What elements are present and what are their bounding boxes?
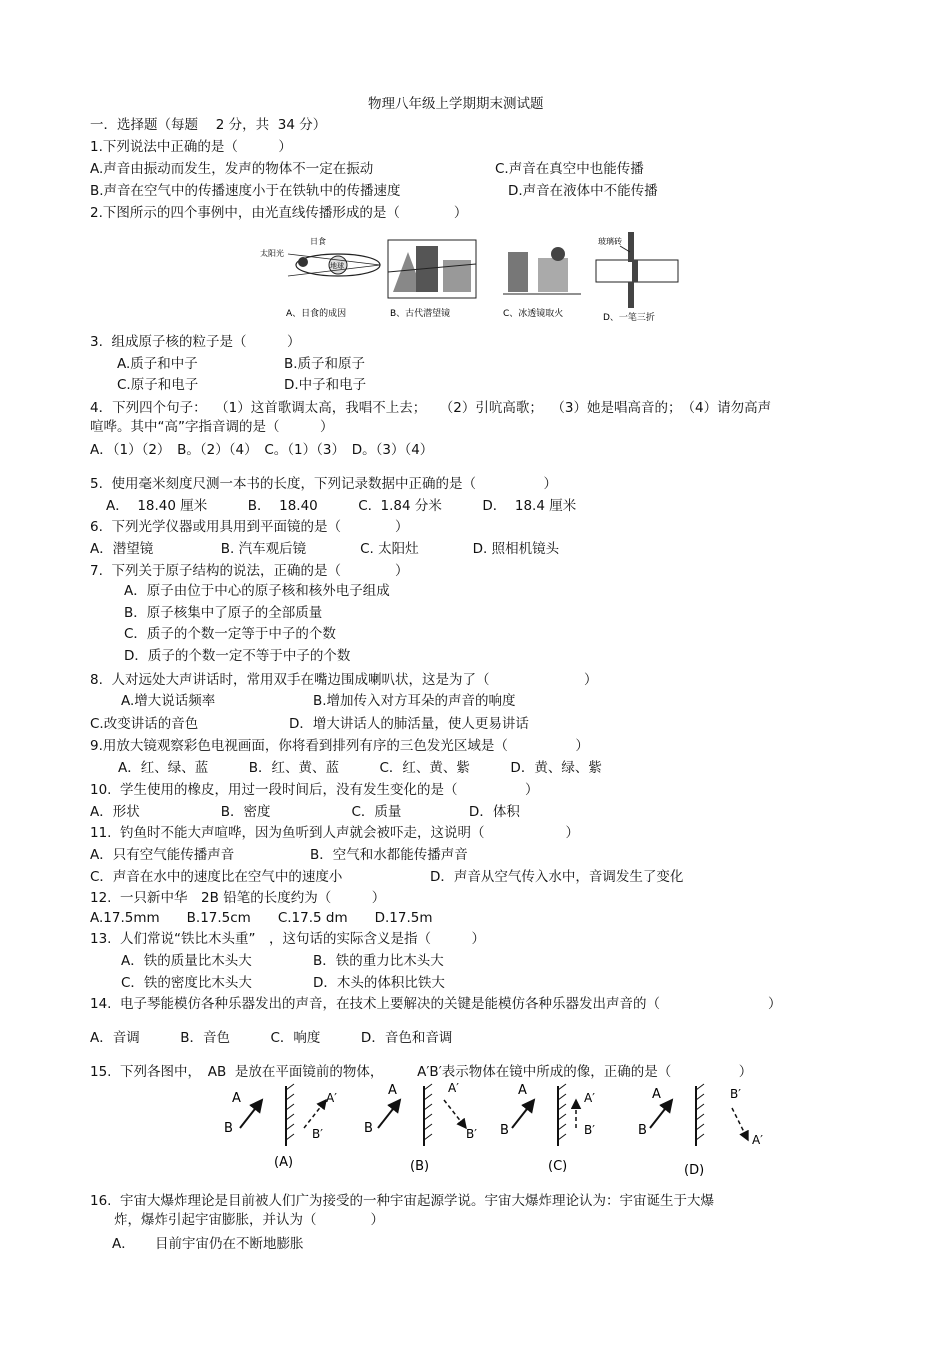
label-b: (B): [410, 1159, 430, 1174]
svg-text:B′: B′: [730, 1087, 741, 1101]
q10-stem: 10. 学生使用的橡皮，用过一段时间后，没有发生变化的是（ ）: [90, 782, 539, 798]
q1-option-a: A.声音由振动而发生，发声的物体不一定在振动: [90, 161, 374, 177]
q1-option-d: D.声音在液体中不能传播: [508, 183, 658, 199]
q13-option-c: C．铁的密度比木头大: [121, 975, 252, 991]
q6-options: A．潜望镜 B. 汽车观后镜 C. 太阳灶 D. 照相机镜头: [90, 541, 560, 557]
q8-option-d: D．增大讲话人的肺活量，使人更易讲话: [289, 716, 529, 732]
q7-stem: 7. 下列关于原子结构的说法，正确的是（ ）: [90, 563, 409, 579]
q12-options: A.17.5mm B.17.5cm C.17.5 dm D.17.5m: [90, 910, 433, 926]
q3-option-a: A.质子和中子: [117, 356, 198, 372]
q8-option-a: A.增大说话频率: [121, 693, 216, 709]
q13-stem: 13. 人们常说“铁比木头重” ，这句话的实际含义是指（ ）: [90, 931, 486, 947]
q7-option-b: B．原子核集中了原子的全部质量: [124, 605, 323, 621]
svg-text:A′: A′: [584, 1091, 595, 1105]
q11-option-d: D．声音从空气传入水中，音调发生了变化: [430, 869, 684, 885]
eclipse-diagram: [260, 236, 380, 276]
mirror-diagram-b: [364, 1081, 477, 1174]
svg-text:B′: B′: [312, 1127, 323, 1141]
q3-stem: 3. 组成原子核的粒子是（ ）: [90, 334, 301, 350]
q11-option-b: B．空气和水都能传播声音: [310, 847, 468, 863]
q9-options: A．红、绿、蓝 B．红、黄、蓝 C．红、黄、紫 D．黄、绿、紫: [118, 760, 602, 776]
pencil-glass-diagram: [596, 232, 678, 308]
q5-stem: 5. 使用毫米刻度尺测一本书的长度，下列记录数据中正确的是（ ）: [90, 476, 557, 492]
svg-text:B: B: [364, 1121, 373, 1136]
section-heading: 一．选择题（每题 2 分，共 34 分）: [90, 117, 327, 133]
svg-text:日食: 日食: [310, 237, 326, 246]
q14-options: A．音调 B．音色 C．响度 D．音色和音调: [90, 1030, 453, 1046]
svg-text:A: A: [388, 1083, 397, 1098]
q12-stem: 12. 一只新中华 2B 铅笔的长度约为（ ）: [90, 890, 386, 906]
q8-option-c: C.改变讲话的音色: [90, 716, 199, 732]
q3-option-d: D.中子和电子: [284, 377, 367, 393]
q1-option-c: C.声音在真空中也能传播: [495, 161, 644, 177]
svg-text:A′: A′: [326, 1091, 337, 1105]
q13-option-d: D．木头的体积比铁大: [313, 975, 445, 991]
caption-d: D、一笔三折: [603, 313, 655, 323]
q16-line1: 16. 宇宙大爆炸理论是目前被人们广为接受的一种宇宙起源学说。宇宙大爆炸理论认为：宇宙诞生于大爆: [90, 1193, 715, 1209]
svg-text:B: B: [638, 1123, 647, 1138]
q4-line2: 喧哗。其中“高”字指音调的是（ ）: [90, 419, 334, 435]
svg-text:地球: 地球: [330, 262, 344, 270]
q1-stem: 1.下列说法中正确的是（ ）: [90, 139, 292, 155]
q11-stem: 11. 钓鱼时不能大声喧哗，因为鱼听到人声就会被吓走，这说明（ ）: [90, 825, 580, 841]
q13-option-b: B．铁的重力比木头大: [313, 953, 444, 969]
mirror-diagram-c: [500, 1083, 595, 1174]
q8-stem: 8. 人对远处大声讲话时，常用双手在嘴边围成喇叭状，这是为了（ ）: [90, 672, 598, 688]
q2-figure: [258, 232, 688, 328]
page-title: 物理八年级上学期期末测试题: [368, 96, 544, 112]
svg-text:A: A: [518, 1083, 527, 1098]
q4-options: A．（1）（2） B。（2）（4） C。（1）（3） D。（3）（4）: [90, 442, 434, 458]
label-a: (A): [274, 1155, 294, 1170]
caption-c: C、冰透镜取火: [503, 309, 564, 319]
mirror-diagram-a: [224, 1084, 337, 1170]
label-d: (D): [684, 1163, 705, 1178]
q15-mirror-figure: [218, 1078, 778, 1183]
svg-text:A: A: [652, 1087, 661, 1102]
ice-lens-picture: [503, 242, 581, 298]
svg-text:A′: A′: [448, 1081, 459, 1095]
mirror-diagram-d: [638, 1084, 763, 1178]
periscope-picture: [388, 240, 476, 298]
q1-option-b: B.声音在空气中的传播速度小于在铁轨中的传播速度: [90, 183, 401, 199]
label-c: (C): [548, 1159, 568, 1174]
q14-stem: 14. 电子琴能模仿各种乐器发出的声音，在技术上要解决的关键是能模仿各种乐器发出声音的（ ）: [90, 996, 782, 1012]
q11-option-a: A．只有空气能传播声音: [90, 847, 235, 863]
svg-text:B′: B′: [466, 1127, 477, 1141]
q7-option-d: D．质子的个数一定不等于中子的个数: [124, 648, 351, 664]
svg-text:B: B: [224, 1121, 233, 1136]
svg-text:玻璃砖: 玻璃砖: [598, 237, 622, 246]
svg-text:A′: A′: [752, 1133, 763, 1147]
q8-option-b: B.增加传入对方耳朵的声音的响度: [313, 693, 516, 709]
q7-option-c: C．质子的个数一定等于中子的个数: [124, 626, 336, 642]
svg-text:太阳光: 太阳光: [260, 249, 284, 258]
q5-options: A． 18.40 厘米 B． 18.40 C. 1.84 分米 D． 18.4 厘米: [106, 498, 577, 514]
q6-stem: 6. 下列光学仪器或用具用到平面镜的是（ ）: [90, 519, 409, 535]
q3-option-b: B.质子和原子: [284, 356, 366, 372]
q3-option-c: C.原子和电子: [117, 377, 199, 393]
q4-line1: 4．下列四个句子： （1）这首歌调太高，我唱不上去； （2）引吭高歌； （3）她是唱高音的； （4）请勿高声: [90, 400, 772, 416]
svg-text:B: B: [500, 1123, 509, 1138]
q7-option-a: A．原子由位于中心的原子核和核外电子组成: [124, 583, 390, 599]
q10-options: A．形状 B．密度 C．质量 D．体积: [90, 804, 520, 820]
q16-option-a: A． 目前宇宙仍在不断地膨胀: [112, 1236, 304, 1252]
q2-stem: 2.下图所示的四个事例中，由光直线传播形成的是（ ）: [90, 205, 468, 221]
svg-text:A: A: [232, 1091, 241, 1106]
caption-b: B、古代潜望镜: [390, 309, 451, 319]
q9-stem: 9.用放大镜观察彩色电视画面，你将看到排列有序的三色发光区域是（ ）: [90, 738, 589, 754]
caption-a: A、日食的成因: [286, 309, 347, 319]
svg-text:B′: B′: [584, 1123, 595, 1137]
q11-option-c: C．声音在水中的速度比在空气中的速度小: [90, 869, 343, 885]
q13-option-a: A．铁的质量比木头大: [121, 953, 252, 969]
q15-stem: 15. 下列各图中， AB 是放在平面镜前的物体， A′B′表示物体在镜中所成的像，正确的是（ ）: [90, 1064, 753, 1080]
q16-line2: 炸，爆炸引起宇宙膨胀，并认为（ ）: [114, 1212, 384, 1228]
